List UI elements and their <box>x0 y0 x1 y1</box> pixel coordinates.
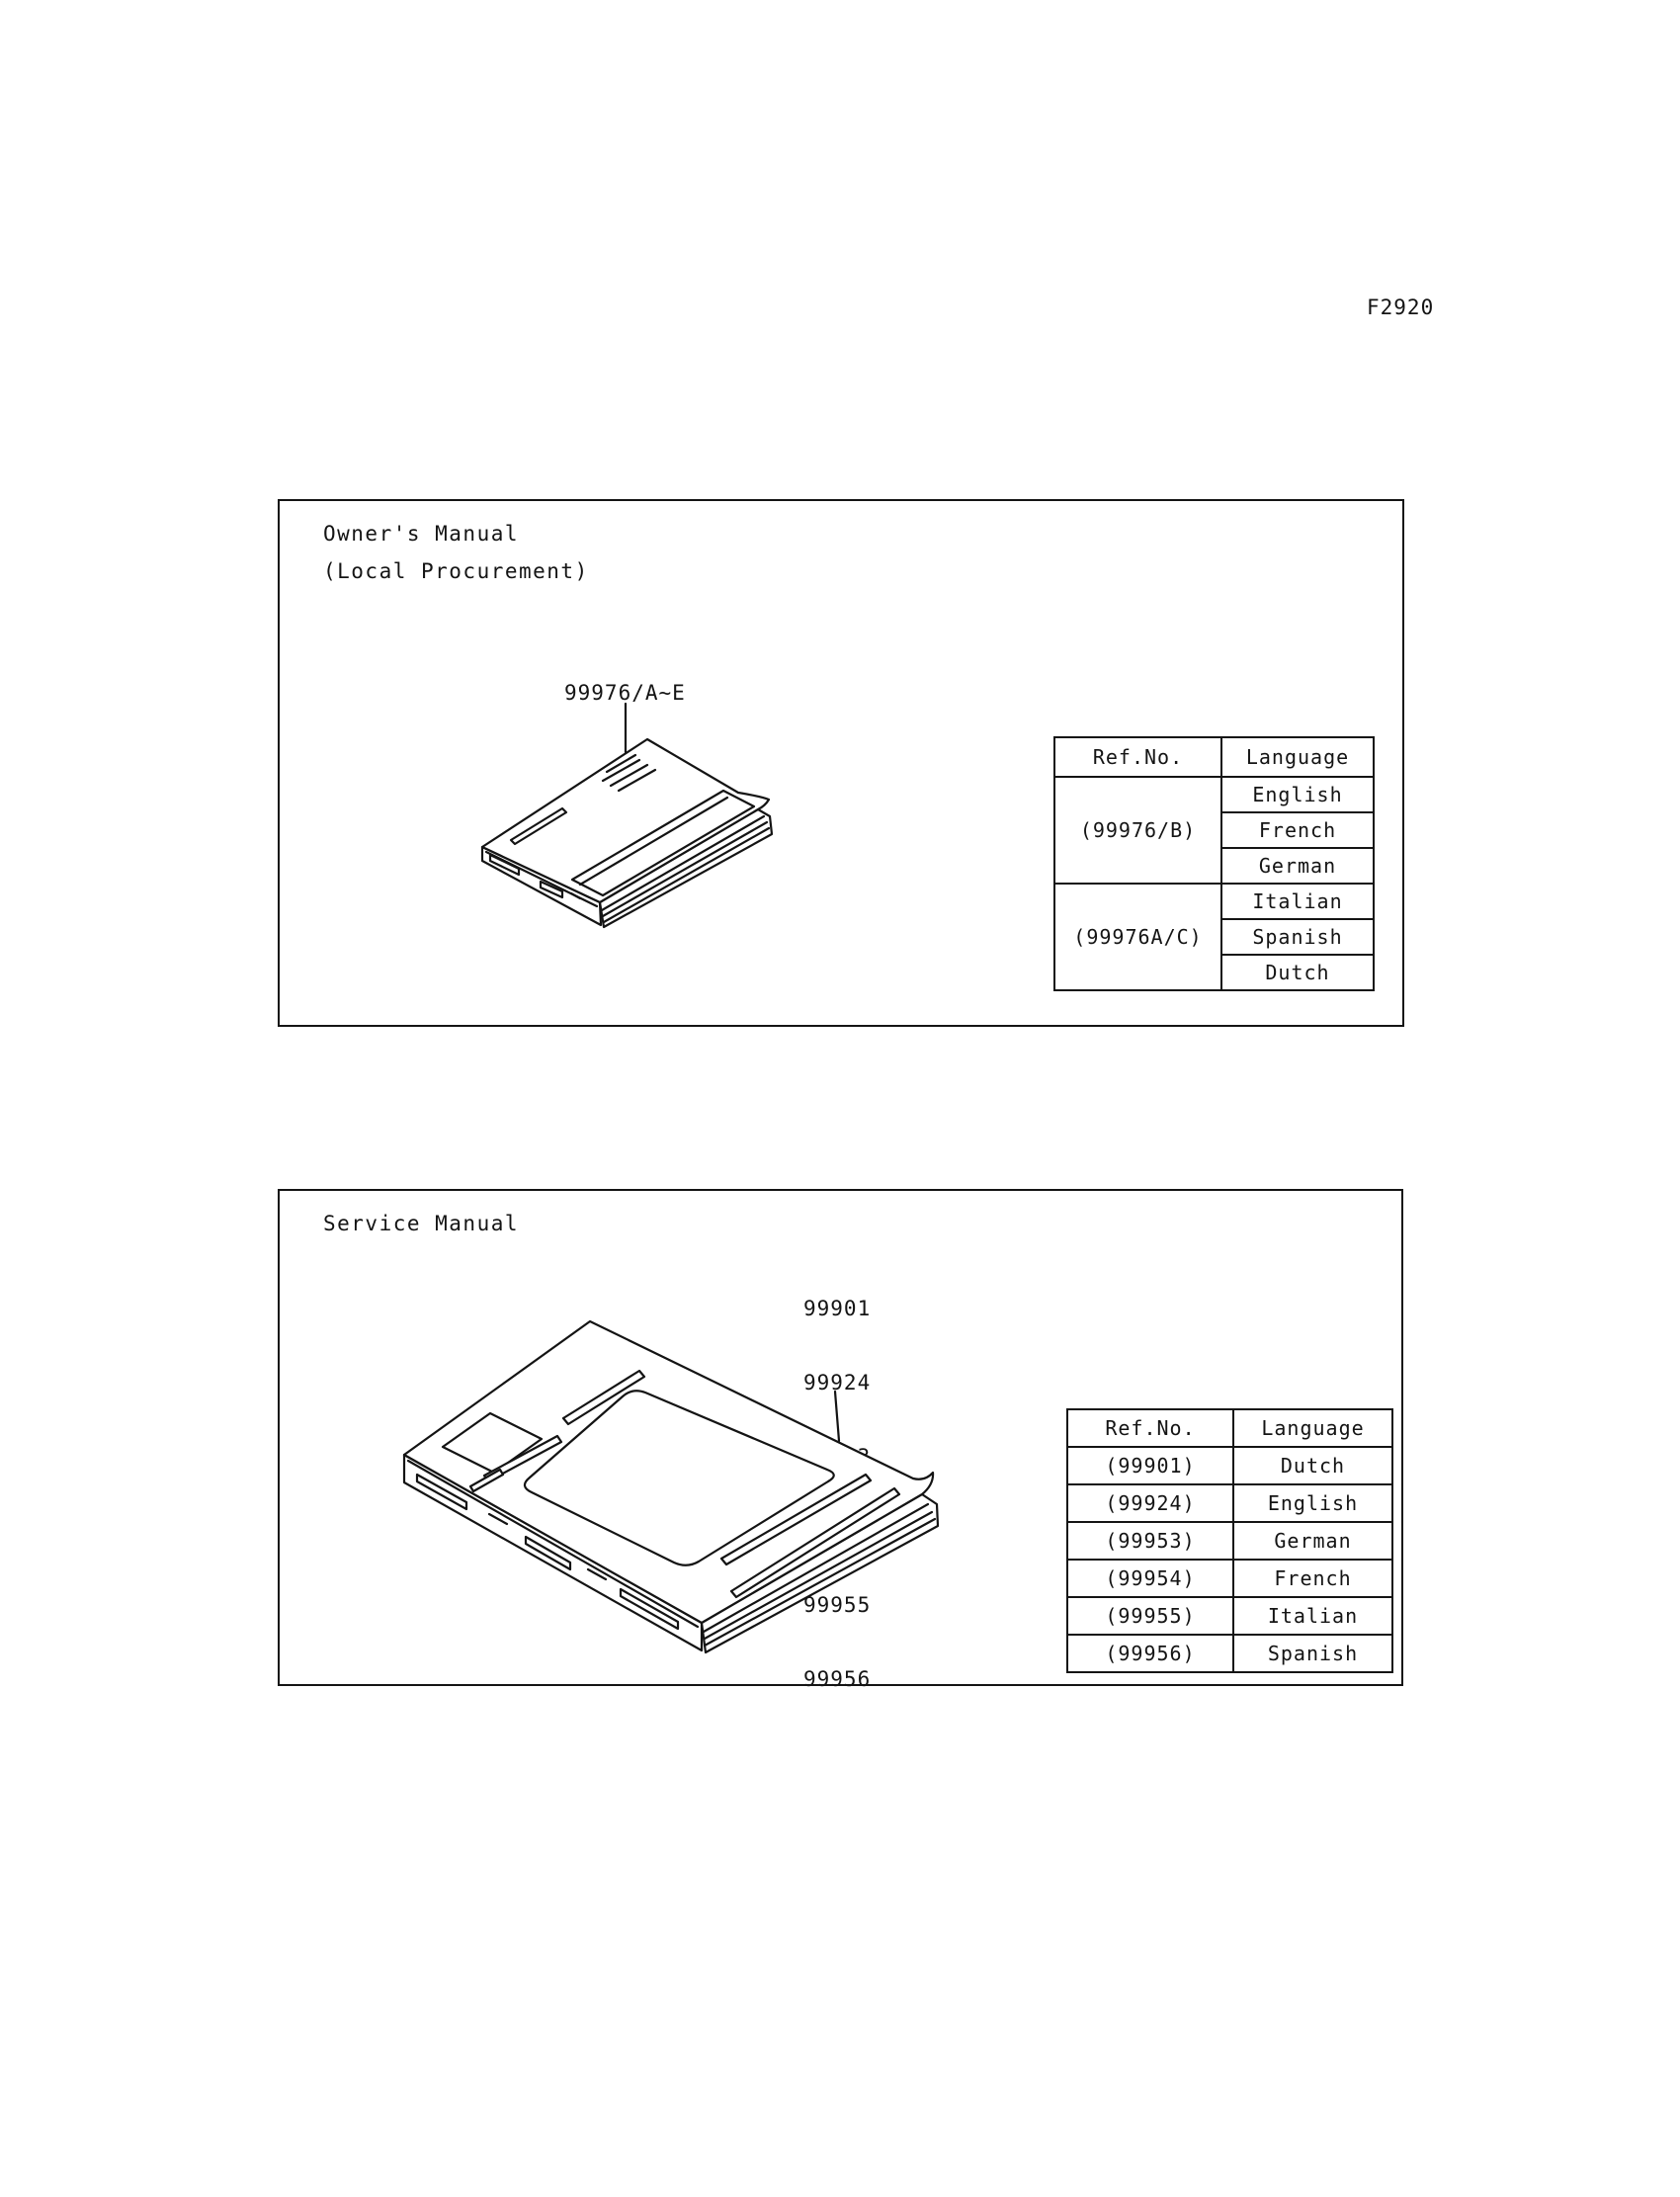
figure-code: F2920 <box>1367 296 1435 319</box>
table-language-cell: English <box>1233 1484 1392 1522</box>
table-language-cell: Dutch <box>1221 955 1374 990</box>
table-header-ref: Ref.No. <box>1067 1409 1233 1447</box>
table-ref-cell: (99924) <box>1067 1484 1233 1522</box>
owners-manual-part-number: 99976/A~E <box>564 681 686 705</box>
table-language-cell: English <box>1221 777 1374 812</box>
table-ref-cell: (99954) <box>1067 1560 1233 1597</box>
table-language-cell: Dutch <box>1233 1447 1392 1484</box>
book-cover <box>404 1321 933 1623</box>
table-language-cell: French <box>1221 812 1374 848</box>
table-language-cell: Spanish <box>1233 1635 1392 1672</box>
service-manual-title: Service Manual <box>323 1212 520 1235</box>
table-header-language: Language <box>1233 1409 1392 1447</box>
table-ref-cell: (99955) <box>1067 1597 1233 1635</box>
service-manual-book-drawing <box>395 1316 949 1662</box>
table-language-cell: Italian <box>1221 884 1374 919</box>
table-ref-cell: (99953) <box>1067 1522 1233 1560</box>
table-language-cell: French <box>1233 1560 1392 1597</box>
owners-manual-title: Owner's Manual <box>323 522 520 546</box>
table-ref-cell: (99976A/C) <box>1054 884 1221 990</box>
leader-line <box>835 1392 839 1441</box>
owners-manual-booklet-drawing <box>477 700 789 942</box>
table-ref-cell: (99901) <box>1067 1447 1233 1484</box>
table-language-cell: German <box>1233 1522 1392 1560</box>
part-number: 99924 <box>803 1371 872 1394</box>
part-number: 99901 <box>803 1297 872 1320</box>
table-ref-cell: (99956) <box>1067 1635 1233 1672</box>
table-header-ref: Ref.No. <box>1054 737 1221 777</box>
table-language-cell: German <box>1221 848 1374 884</box>
owners-manual-language-table <box>1053 736 1375 991</box>
service-manual-language-table <box>1066 1408 1393 1673</box>
table-header-language: Language <box>1221 737 1374 777</box>
owners-manual-subtitle: (Local Procurement) <box>323 559 589 583</box>
table-ref-cell: (99976/B) <box>1054 777 1221 884</box>
part-number: 99955 <box>803 1593 872 1617</box>
table-language-cell: Italian <box>1233 1597 1392 1635</box>
table-language-cell: Spanish <box>1221 919 1374 955</box>
part-number: 99956 <box>803 1667 872 1691</box>
